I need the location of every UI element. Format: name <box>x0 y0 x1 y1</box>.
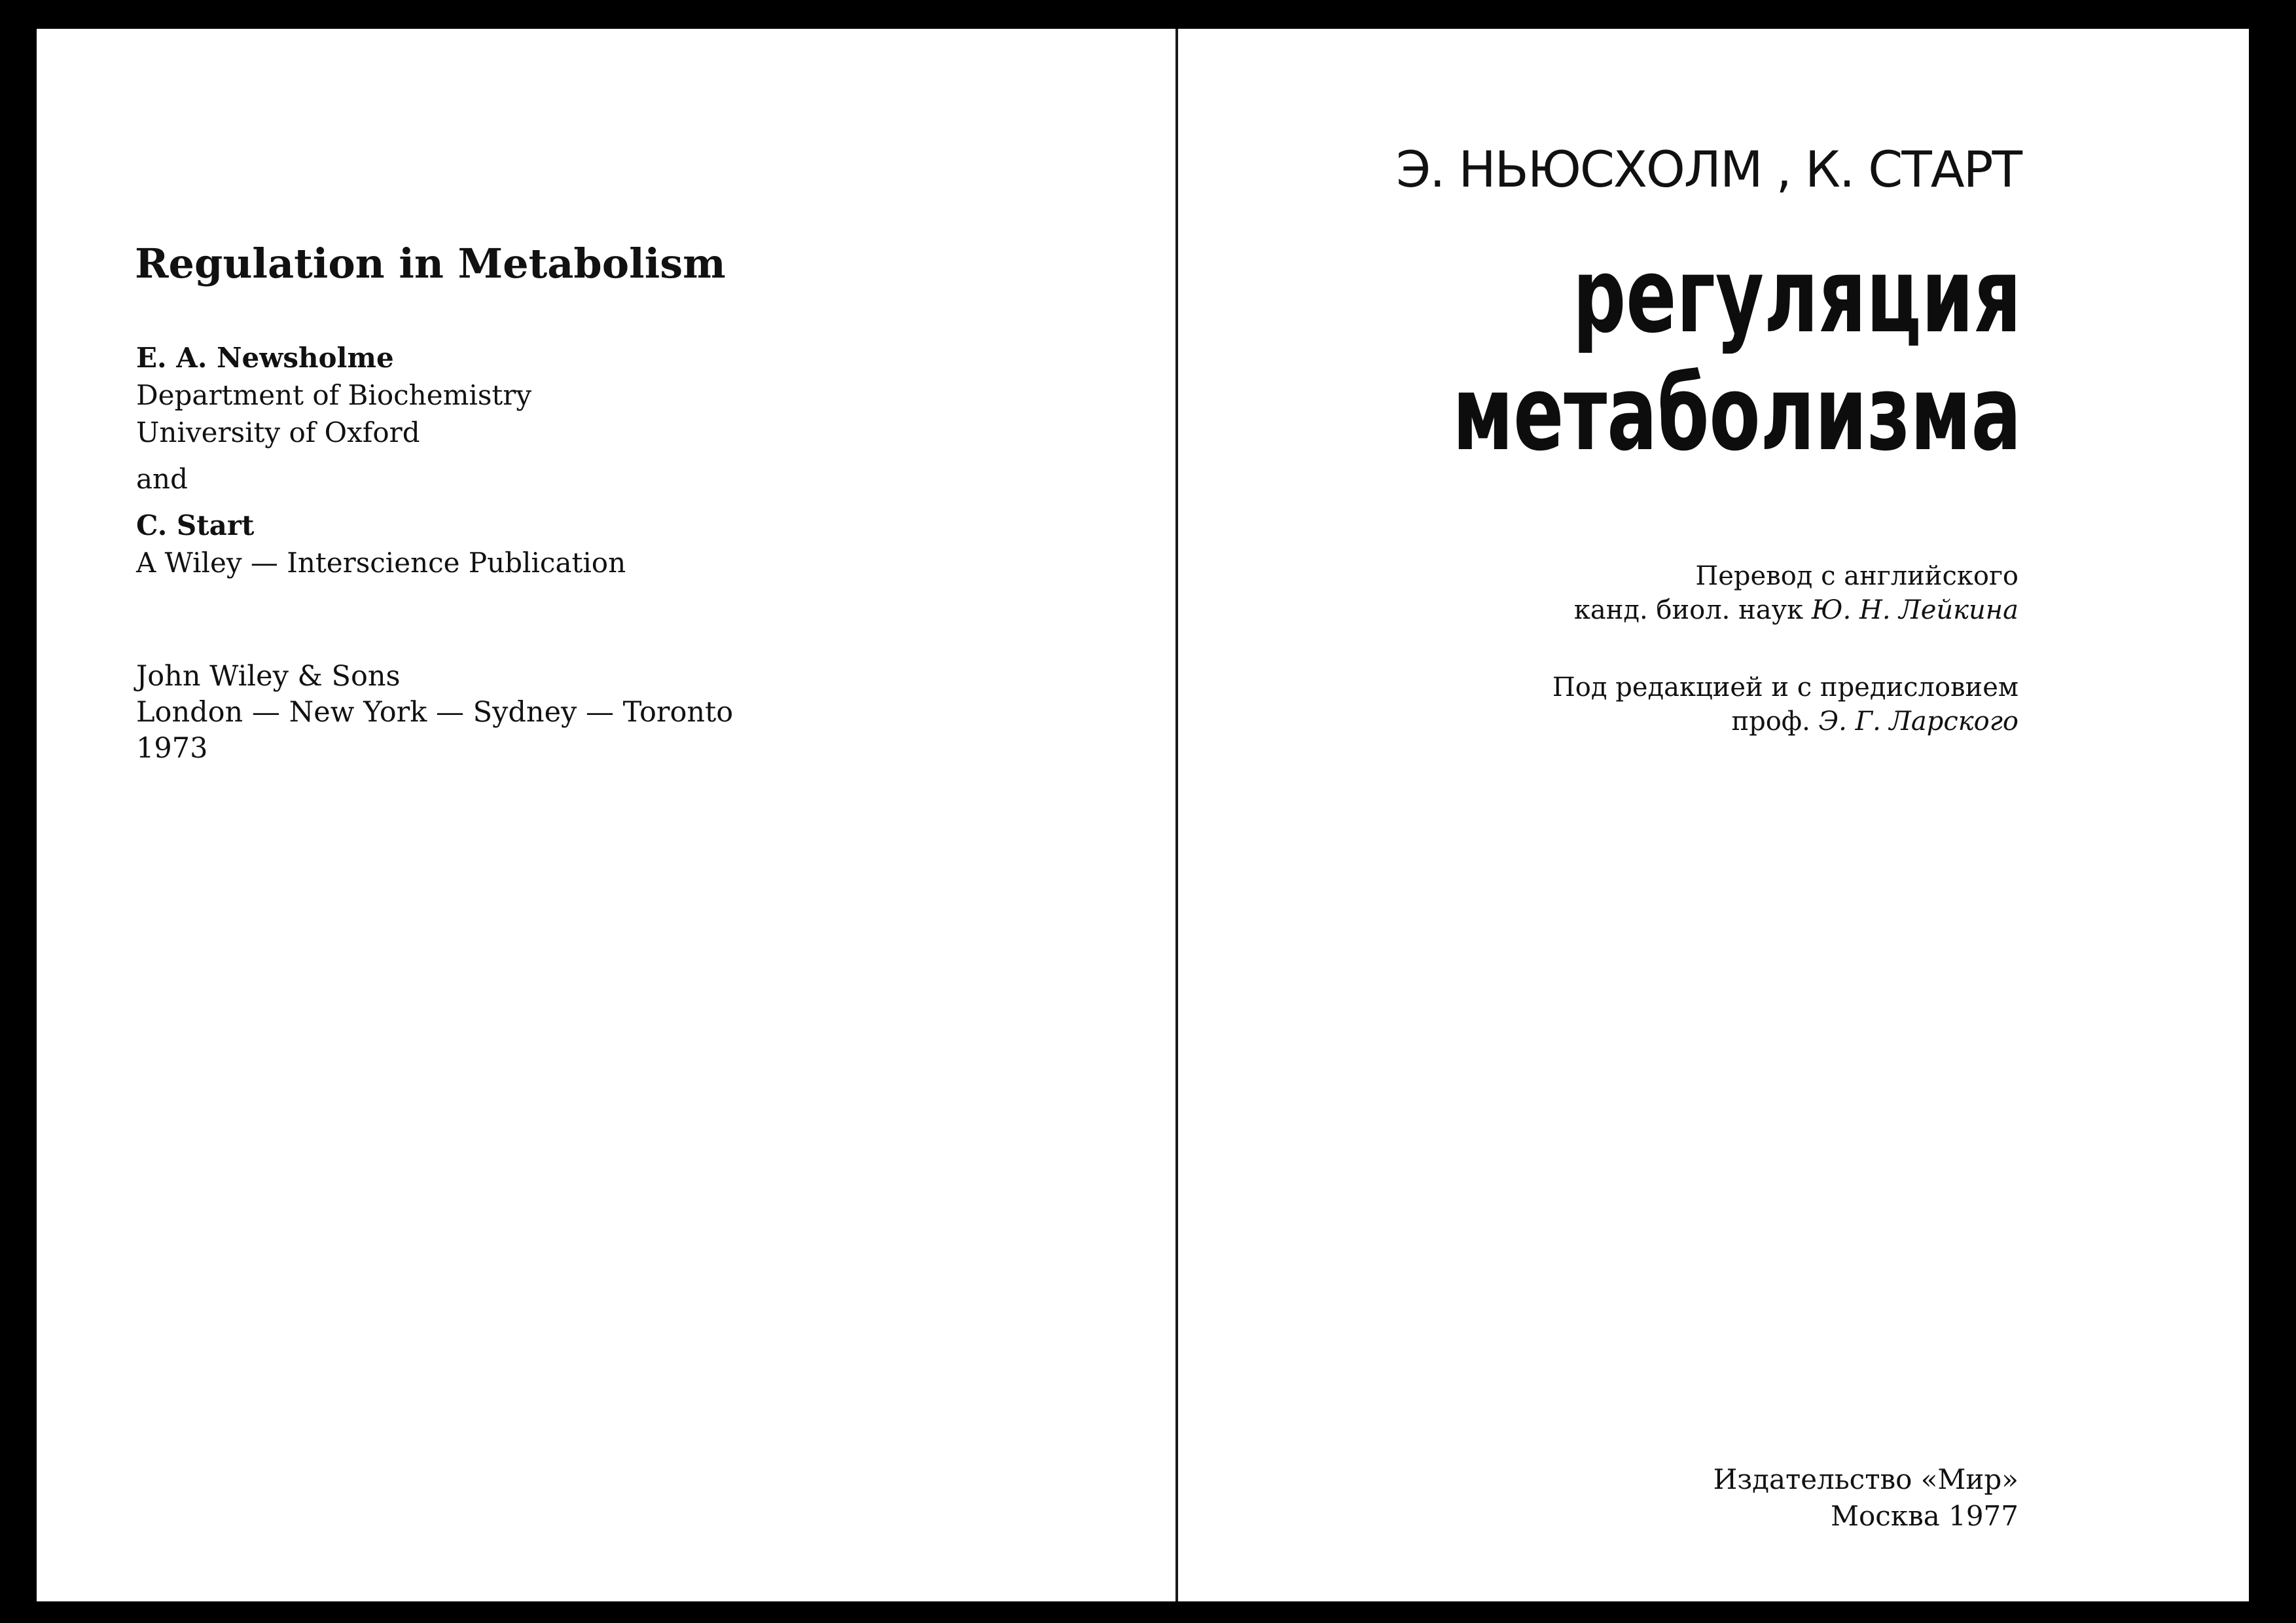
russian-title-line-1: регуляция <box>1572 236 2021 356</box>
russian-title <box>1452 237 2021 473</box>
left-page <box>37 29 1175 1601</box>
editor-line-2 <box>1552 704 2018 739</box>
conjunction-and: and <box>136 463 188 495</box>
english-cities: London — New York — Sydney — Toronto <box>136 696 734 729</box>
english-imprint <box>136 659 733 767</box>
editor-title: проф. <box>1731 706 1819 737</box>
right-page <box>1178 29 2249 1601</box>
translator-degree: канд. биол. наук <box>1573 595 1812 625</box>
editor-credit <box>1552 670 2018 739</box>
russian-imprint <box>1713 1461 2018 1535</box>
author-2-name: C. Start <box>136 509 255 541</box>
translation-credit <box>1574 559 2018 627</box>
translator-name: Ю. Н. Лейкина <box>1811 595 2018 625</box>
translation-line-2 <box>1574 593 2018 627</box>
english-title: Regulation in Metabolism <box>135 240 726 287</box>
english-year: 1973 <box>136 732 208 765</box>
editor-name: Э. Г. Ларского <box>1818 706 2018 737</box>
author-1-department: Department of Biochemistry <box>136 379 532 411</box>
english-authors-block <box>136 339 626 581</box>
editor-line-1: Под редакцией и с предисловием <box>1552 672 2018 702</box>
russian-publisher: Издательство «Мир» <box>1713 1463 2018 1495</box>
english-publisher: John Wiley & Sons <box>136 660 401 693</box>
author-1-university: University of Oxford <box>136 416 420 448</box>
author-1-name: E. A. Newsholme <box>136 342 394 374</box>
russian-authors: Э. НЬЮСХОЛМ , К. СТАРТ <box>1396 140 2021 198</box>
series-line: A Wiley — Interscience Publication <box>136 547 626 579</box>
book-spread <box>37 29 2249 1601</box>
russian-title-line-2: метаболизма <box>1452 354 2021 474</box>
russian-city-year: Москва 1977 <box>1831 1500 2018 1532</box>
translation-line-1: Перевод с английского <box>1695 561 2018 591</box>
